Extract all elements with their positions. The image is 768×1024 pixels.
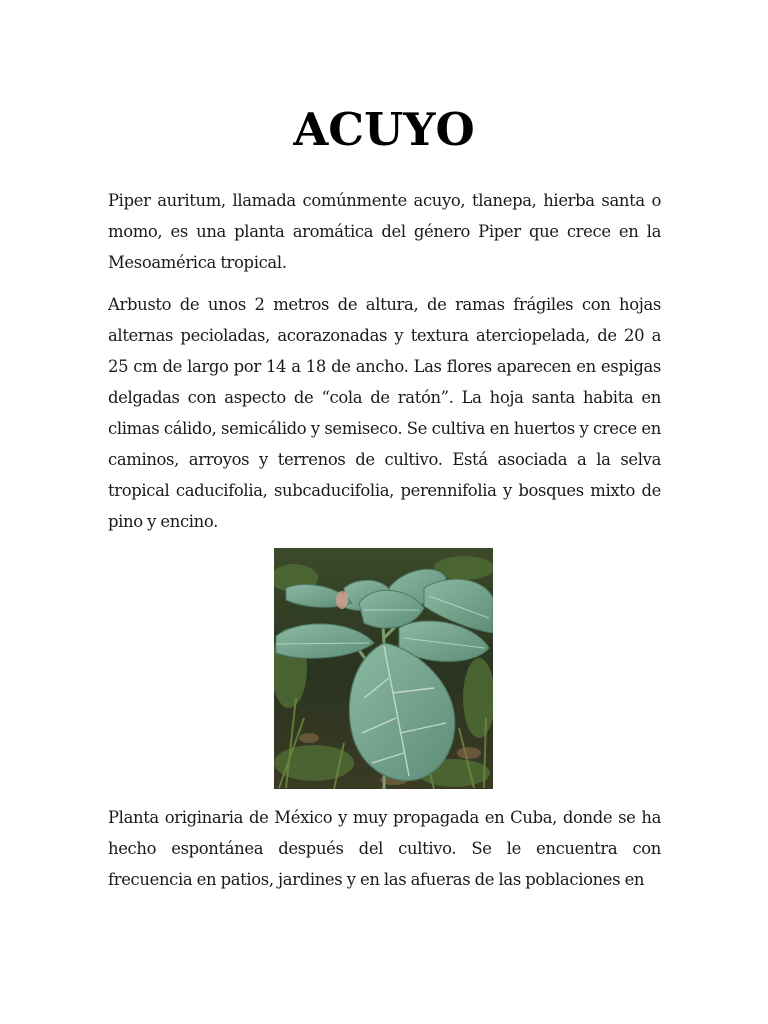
paragraph-origin: Planta originaria de México y muy propagada en Cuba, donde se ha hecho espontánea después del cultivo. Se le encuentra con frecuencia en patios, jardines y en las afueras de las poblaciones en	[108, 808, 661, 889]
paragraph-intro: Piper auritum, llamada comúnmente acuyo, tlanepa, hierba santa o momo, es una planta aromática del género Piper que crece en la Mesoamérica tropical.	[108, 191, 661, 272]
paragraph-description: Arbusto de unos 2 metros de altura, de ramas frágiles con hojas alternas pecioladas, acorazonadas y textura aterciopelada, de 20 a 25 cm de largo por 14 a 18 de ancho. Las flores aparecen en espigas delgadas con aspecto de “cola de ratón”. La hoja santa habita en climas cálido, semicálido y semiseco. Se cultiva en huertos y crece en caminos, arroyos y terrenos de cultivo. Está asociada a la selva tropical caducifolia, subcaducifolia, perennifolia y bosques mixto de pino y encino.	[108, 295, 661, 531]
acuyo-plant-image	[274, 548, 493, 789]
acuyo-plant-photo	[274, 548, 493, 789]
page-title: ACUYO	[293, 103, 475, 156]
